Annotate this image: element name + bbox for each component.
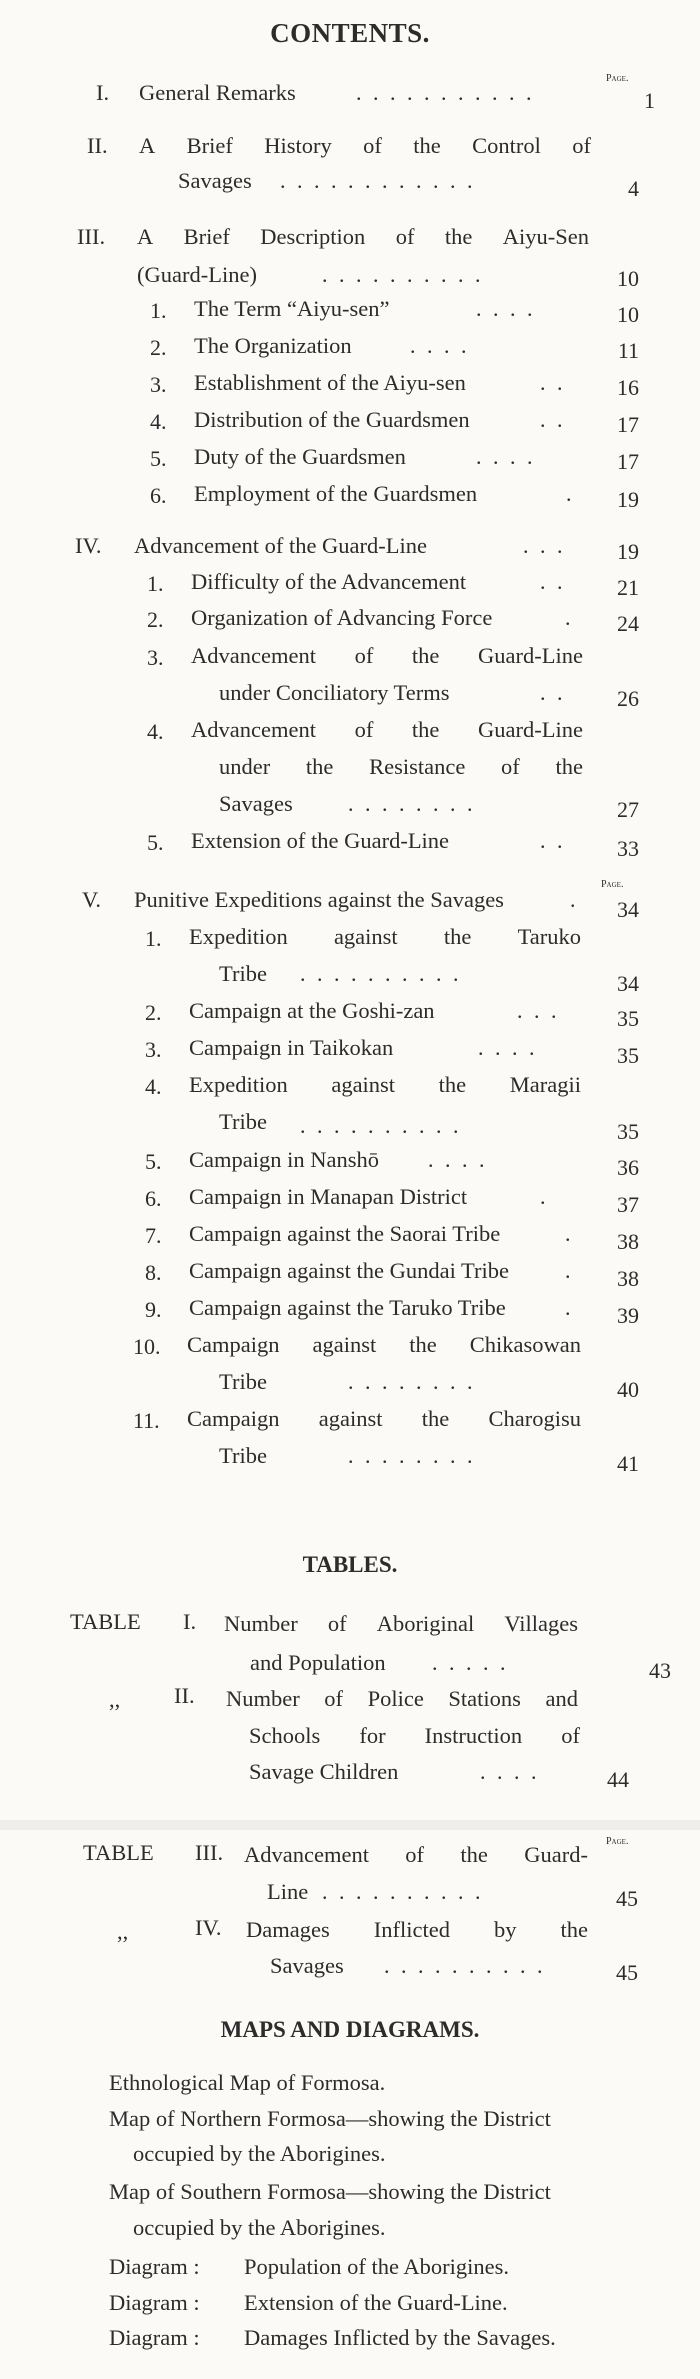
- map-entry: Map of Southern Formosa—showing the District: [109, 2179, 551, 2204]
- table-number: III.: [195, 1840, 224, 1865]
- word: Maragii: [509, 1072, 581, 1097]
- word: Guard-Line: [478, 717, 583, 742]
- word: against: [312, 1332, 377, 1357]
- word: Instruction: [424, 1723, 523, 1748]
- page-column-label: Page.: [601, 879, 624, 890]
- item-title-line: [191, 643, 583, 669]
- table-title-line: [249, 1723, 580, 1749]
- item-number: 6.: [150, 483, 167, 508]
- section-title-line: [139, 133, 591, 159]
- word: Damages: [246, 1917, 330, 1942]
- page-number: 26: [617, 686, 639, 711]
- item-title: The Organization: [194, 333, 352, 358]
- map-entry: Ethnological Map of Formosa.: [109, 2070, 386, 2095]
- word: the: [409, 1332, 437, 1357]
- item-number: 8.: [145, 1260, 162, 1285]
- word: for: [359, 1723, 386, 1748]
- page-number: 35: [617, 1043, 639, 1068]
- word: of: [327, 1611, 347, 1636]
- table-title-cont: Savage Children: [249, 1759, 399, 1784]
- item-number: 9.: [145, 1297, 162, 1322]
- dot-leader: . . . . . . . .: [348, 791, 476, 816]
- word: Villages: [504, 1611, 578, 1636]
- dot-leader: . . . . . . . .: [348, 1369, 476, 1394]
- word: of: [561, 1723, 580, 1748]
- section-number: IV.: [75, 533, 102, 558]
- word: the: [560, 1917, 588, 1942]
- page-number: 34: [617, 971, 639, 996]
- word: Inflicted: [373, 1917, 450, 1942]
- item-title-line: [191, 717, 583, 743]
- item-title-line: [187, 1332, 581, 1358]
- table-label: TABLE: [70, 1609, 141, 1634]
- page-number: 43: [649, 1658, 671, 1683]
- word: against: [333, 924, 398, 949]
- item-title: Campaign against the Saorai Tribe: [189, 1221, 501, 1246]
- word: of: [395, 224, 415, 249]
- word: of: [572, 133, 591, 158]
- dot-leader: .: [565, 1221, 574, 1246]
- page-number: 44: [607, 1767, 629, 1792]
- item-number: 1.: [145, 926, 162, 951]
- page-number: 19: [617, 487, 639, 512]
- item-title-cont: Tribe: [219, 1443, 267, 1468]
- item-number: 5.: [145, 1149, 162, 1174]
- map-entry: Map of Northern Formosa—showing the District: [109, 2106, 551, 2131]
- dot-leader: . .: [540, 680, 566, 705]
- page-number: 10: [617, 302, 639, 327]
- item-title: Extension of the Guard-Line: [191, 828, 450, 853]
- diagram-entry: Population of the Aborigines.: [244, 2254, 509, 2279]
- item-title: Duty of the Guardsmen: [194, 444, 406, 469]
- item-title-line: [189, 1072, 581, 1098]
- dot-leader: . . . .: [476, 296, 536, 321]
- page-number: 40: [617, 1377, 639, 1402]
- word: Description: [260, 224, 366, 249]
- word: Guard-Line: [478, 643, 583, 668]
- item-title: Establishment of the Aiyu-sen: [194, 370, 466, 395]
- item-title-line: [219, 754, 583, 780]
- section-title: General Remarks: [139, 80, 296, 105]
- page-number: 36: [617, 1155, 639, 1180]
- word: A: [139, 133, 156, 158]
- item-title: Campaign in Taikokan: [189, 1035, 394, 1060]
- word: the: [413, 133, 441, 158]
- word: Expedition: [189, 1072, 288, 1097]
- map-entry-cont: occupied by the Aborigines.: [133, 2215, 386, 2240]
- page-number: 4: [628, 176, 639, 201]
- dot-leader: . . . . . . . . . .: [384, 1953, 546, 1978]
- word: Aboriginal: [376, 1611, 475, 1636]
- ditto-mark: ,,: [117, 1919, 129, 1944]
- page-number: 11: [617, 338, 639, 363]
- item-title-line: [187, 1406, 581, 1432]
- section-number: II.: [87, 133, 108, 158]
- dot-leader: . . . .: [478, 1035, 538, 1060]
- word: Police: [367, 1686, 424, 1711]
- diagram-entry: Damages Inflicted by the Savages.: [244, 2325, 556, 2350]
- table-number: II.: [174, 1683, 195, 1708]
- word: Advancement: [191, 717, 316, 742]
- section-title: Advancement of the Guard-Line: [134, 533, 428, 558]
- item-number: 10.: [133, 1334, 161, 1359]
- word: Taruko: [517, 924, 581, 949]
- page-number: 21: [617, 575, 639, 600]
- item-title: Difficulty of the Advancement: [191, 569, 467, 594]
- item-number: 3.: [150, 372, 167, 397]
- dot-leader: . . . . . . . . . . .: [356, 80, 535, 105]
- section-title-line: [137, 224, 589, 250]
- map-entry-cont: occupied by the Aborigines.: [133, 2141, 386, 2166]
- page-number: 27: [617, 797, 639, 822]
- dot-leader: . .: [540, 370, 566, 395]
- word: the: [411, 717, 440, 742]
- word: of: [363, 133, 382, 158]
- item-title: Campaign in Nanshō: [189, 1147, 379, 1172]
- item-number: 3.: [145, 1037, 162, 1062]
- item-number: 2.: [145, 1000, 162, 1025]
- dot-leader: .: [565, 1258, 574, 1283]
- item-title-line: [189, 924, 581, 950]
- word: of: [501, 754, 520, 779]
- item-number: 5.: [150, 446, 167, 471]
- word: and: [545, 1686, 578, 1711]
- item-number: 11.: [133, 1408, 160, 1433]
- dot-leader: .: [570, 887, 579, 912]
- dot-leader: . . . . . . . . . . . .: [280, 168, 476, 193]
- word: Aiyu-Sen: [502, 224, 589, 249]
- dot-leader: . .: [540, 407, 566, 432]
- word: against: [318, 1406, 383, 1431]
- page-column-label: Page.: [606, 1836, 629, 1847]
- table-title-line: [246, 1917, 588, 1943]
- page-number: 16: [617, 375, 639, 400]
- section-number: V.: [82, 887, 101, 912]
- word: A: [137, 224, 154, 249]
- page-number: 10: [617, 266, 639, 291]
- word: Schools: [249, 1723, 321, 1748]
- word: against: [331, 1072, 396, 1097]
- word: the: [438, 1072, 467, 1097]
- table-title-cont: Savages: [270, 1953, 344, 1978]
- table-number: IV.: [195, 1915, 222, 1940]
- page-number: 38: [617, 1229, 639, 1254]
- item-number: 7.: [145, 1223, 162, 1248]
- word: the: [305, 754, 334, 779]
- item-title: Employment of the Guardsmen: [194, 481, 478, 506]
- item-title-cont: Tribe: [219, 1369, 267, 1394]
- word: of: [354, 643, 374, 668]
- item-title-cont: Tribe: [219, 961, 267, 986]
- dot-leader: . . .: [523, 533, 566, 558]
- page-number: 45: [616, 1886, 638, 1911]
- word: the: [411, 643, 440, 668]
- diagram-label: Diagram :: [109, 2290, 200, 2315]
- page-number: 41: [617, 1451, 639, 1476]
- dot-leader: . . . . . . . . . .: [322, 262, 484, 287]
- table-number: I.: [183, 1609, 197, 1634]
- page-column-label: Page.: [606, 73, 629, 84]
- dot-leader: . .: [540, 828, 566, 853]
- word: Charogisu: [488, 1406, 581, 1431]
- word: under: [219, 754, 271, 779]
- item-number: 1.: [150, 298, 167, 323]
- word: Brief: [186, 133, 233, 158]
- section-number: I.: [96, 80, 110, 105]
- diagram-label: Diagram :: [109, 2254, 200, 2279]
- ditto-mark: ,,: [109, 1687, 121, 1712]
- dot-leader: .: [565, 1295, 574, 1320]
- word: Stations: [448, 1686, 521, 1711]
- section-title: Punitive Expeditions against the Savages: [134, 887, 504, 912]
- item-number: 2.: [150, 335, 167, 360]
- dot-leader: . . . . .: [432, 1650, 509, 1675]
- dot-leader: . . . . . . . . . .: [300, 961, 462, 986]
- table-title-cont: Line: [267, 1879, 309, 1904]
- word: Guard-: [524, 1842, 588, 1867]
- dot-leader: . . . . . . . .: [348, 1443, 476, 1468]
- word: Number: [224, 1611, 298, 1636]
- word: of: [354, 717, 374, 742]
- word: Advancement: [191, 643, 316, 668]
- item-number: 5.: [147, 830, 164, 855]
- item-number: 1.: [147, 571, 164, 596]
- item-number: 4.: [150, 409, 167, 434]
- dot-leader: .: [566, 481, 575, 506]
- item-title: The Term “Aiyu-sen”: [194, 296, 390, 321]
- word: the: [555, 754, 583, 779]
- section-title-cont: (Guard-Line): [137, 262, 257, 287]
- page-number: 38: [617, 1266, 639, 1291]
- word: of: [405, 1842, 425, 1867]
- word: Resistance: [369, 754, 466, 779]
- page-number: 39: [617, 1303, 639, 1328]
- item-title: Organization of Advancing Force: [191, 605, 493, 630]
- diagram-entry: Extension of the Guard-Line.: [244, 2290, 508, 2315]
- word: of: [324, 1686, 344, 1711]
- word: History: [264, 133, 332, 158]
- table-label: TABLE: [83, 1840, 154, 1865]
- dot-leader: . . . .: [480, 1759, 540, 1784]
- table-title-cont: and Population: [250, 1650, 386, 1675]
- page-number: 24: [617, 611, 639, 636]
- word: Advancement: [244, 1842, 369, 1867]
- word: the: [443, 924, 472, 949]
- page-number: 17: [617, 449, 639, 474]
- word: the: [444, 224, 473, 249]
- item-number: 4.: [145, 1074, 162, 1099]
- maps-heading: MAPS AND DIAGRAMS.: [220, 2017, 480, 2042]
- dot-leader: . . . .: [410, 333, 470, 358]
- item-number: 4.: [147, 719, 164, 744]
- diagram-label: Diagram :: [109, 2325, 200, 2350]
- item-number: 6.: [145, 1186, 162, 1211]
- word: by: [493, 1917, 517, 1942]
- dot-leader: .: [540, 1184, 549, 1209]
- page-number: 35: [617, 1006, 639, 1031]
- table-title-line: [224, 1611, 578, 1637]
- page-number: 17: [617, 412, 639, 437]
- item-title: Campaign in Manapan District: [189, 1184, 468, 1209]
- page-number: 37: [617, 1192, 639, 1217]
- dot-leader: . .: [540, 569, 566, 594]
- section-title-cont: Savages: [178, 168, 252, 193]
- page-number: 35: [617, 1119, 639, 1144]
- dot-leader: . . . . . . . . . .: [300, 1113, 462, 1138]
- word: Number: [226, 1686, 300, 1711]
- item-title-cont: under Conciliatory Terms: [219, 680, 450, 705]
- item-title: Campaign against the Gundai Tribe: [189, 1258, 509, 1283]
- table-title-line: [244, 1842, 588, 1868]
- page-number: 19: [617, 539, 639, 564]
- dot-leader: .: [565, 605, 574, 630]
- item-title: Campaign at the Goshi-zan: [189, 998, 435, 1023]
- page-number: 1: [644, 88, 655, 113]
- page-number: 33: [617, 836, 639, 861]
- page-number: 34: [617, 897, 639, 922]
- word: the: [421, 1406, 450, 1431]
- word: Campaign: [187, 1332, 280, 1357]
- word: the: [460, 1842, 488, 1867]
- word: Control: [472, 133, 541, 158]
- item-title: Campaign against the Taruko Tribe: [189, 1295, 506, 1320]
- word: Brief: [183, 224, 230, 249]
- dot-leader: . . . .: [428, 1147, 488, 1172]
- table-title-line: [226, 1686, 578, 1712]
- item-number: 3.: [147, 645, 164, 670]
- dot-leader: . . .: [517, 998, 560, 1023]
- word: Campaign: [187, 1406, 280, 1431]
- item-number: 2.: [147, 607, 164, 632]
- section-number: III.: [77, 224, 106, 249]
- item-title-cont: Tribe: [219, 1109, 267, 1134]
- dot-leader: . . . .: [476, 444, 536, 469]
- page-title: CONTENTS.: [270, 18, 430, 48]
- page-number: 45: [616, 1960, 638, 1985]
- dot-leader: . . . . . . . . . .: [322, 1879, 484, 1904]
- item-title-cont: Savages: [219, 791, 293, 816]
- word: Chikasowan: [469, 1332, 581, 1357]
- word: Expedition: [189, 924, 288, 949]
- item-title: Distribution of the Guardsmen: [194, 407, 470, 432]
- tables-heading: TABLES.: [302, 1552, 398, 1577]
